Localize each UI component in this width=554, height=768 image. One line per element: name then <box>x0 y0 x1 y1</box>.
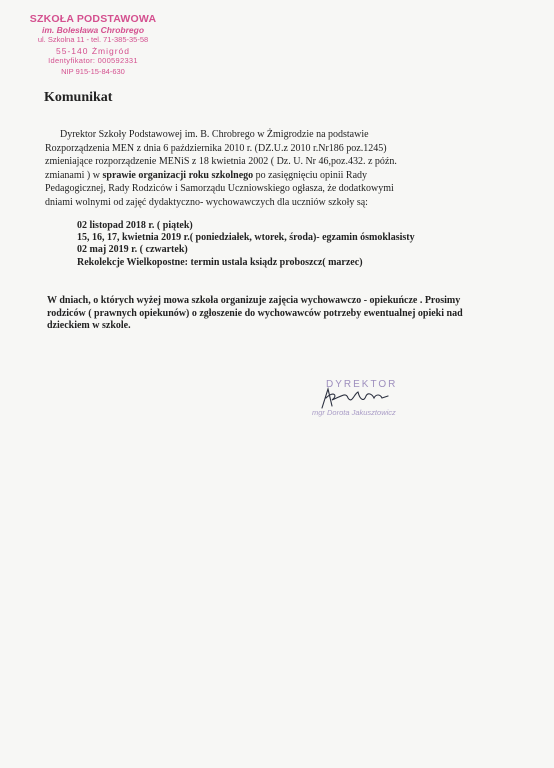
stamp-city: 55-140 Żmigród <box>55 45 130 56</box>
signature-block <box>302 378 422 426</box>
days-off-list <box>77 220 415 269</box>
care-notice-paragraph: W dniach, o których wyżej mowa szkoła organizuje zajęcia wychowawczo - opiekuńcze . Prosimy rodziców ( prawnych opiekunów) o zgłoszenie do wychowawców potrzeby ewentualnej opieki nad dzieckiem w szkole. <box>47 295 463 332</box>
stamp-school-name: SZKOŁA PODSTAWOWA <box>29 13 157 25</box>
list-item: 02 maj 2019 r. ( czwartek) <box>77 244 188 256</box>
announcement-paragraph <box>45 128 405 210</box>
stamp-identifier: Identyfikator: 000592331 <box>48 56 138 65</box>
list-item: 15, 16, 17, kwietnia 2019 r.( poniedziałek, wtorek, środa)- egzamin ósmoklasisty <box>77 232 415 244</box>
signature-role: DYREKTOR <box>326 379 398 390</box>
paragraph-rest: po zasięgnięciu opinii Rady Pedagogicznej, Rady Rodziców i Samorządu Uczniowskiego ogłasza, że dodatkowymi dniami wolnymi od zajęć dydaktyczno- wychowawczych dla uczniów szkoły są: <box>45 169 394 208</box>
stamp-address: ul. Szkolna 11 - tel. 71-385-35-58 <box>37 35 149 44</box>
school-stamp <box>18 14 168 77</box>
document-title: Komunikat <box>44 90 113 105</box>
list-item: Rekolekcje Wielkopostne: termin ustala ksiądz proboszcz( marzec) <box>77 256 363 268</box>
stamp-patron: im. Bolesława Chrobrego <box>41 24 145 35</box>
signature-name: mgr Dorota Jakusztowicz <box>312 408 396 417</box>
stamp-nip: NIP 915-15-84-630 <box>61 66 125 76</box>
list-item: 02 listopad 2018 r. ( piątek) <box>77 220 193 231</box>
paragraph-intro: Dyrektor Szkoły Podstawowej im. B. Chrobrego w Żmigrodzie na podstawie Rozporządzenia MEN z dnia 6 października 2010 r. (DZ.U.z 2010 r.Nr186 poz.1245) zmieniające rozporządzenie MENiS z 18 kwietnia 2002 ( Dz. U. Nr 46,poz.432. z późn. zmianami ) w <box>45 129 397 181</box>
paragraph-emphasis: sprawie organizacji roku szkolnego <box>102 169 254 181</box>
